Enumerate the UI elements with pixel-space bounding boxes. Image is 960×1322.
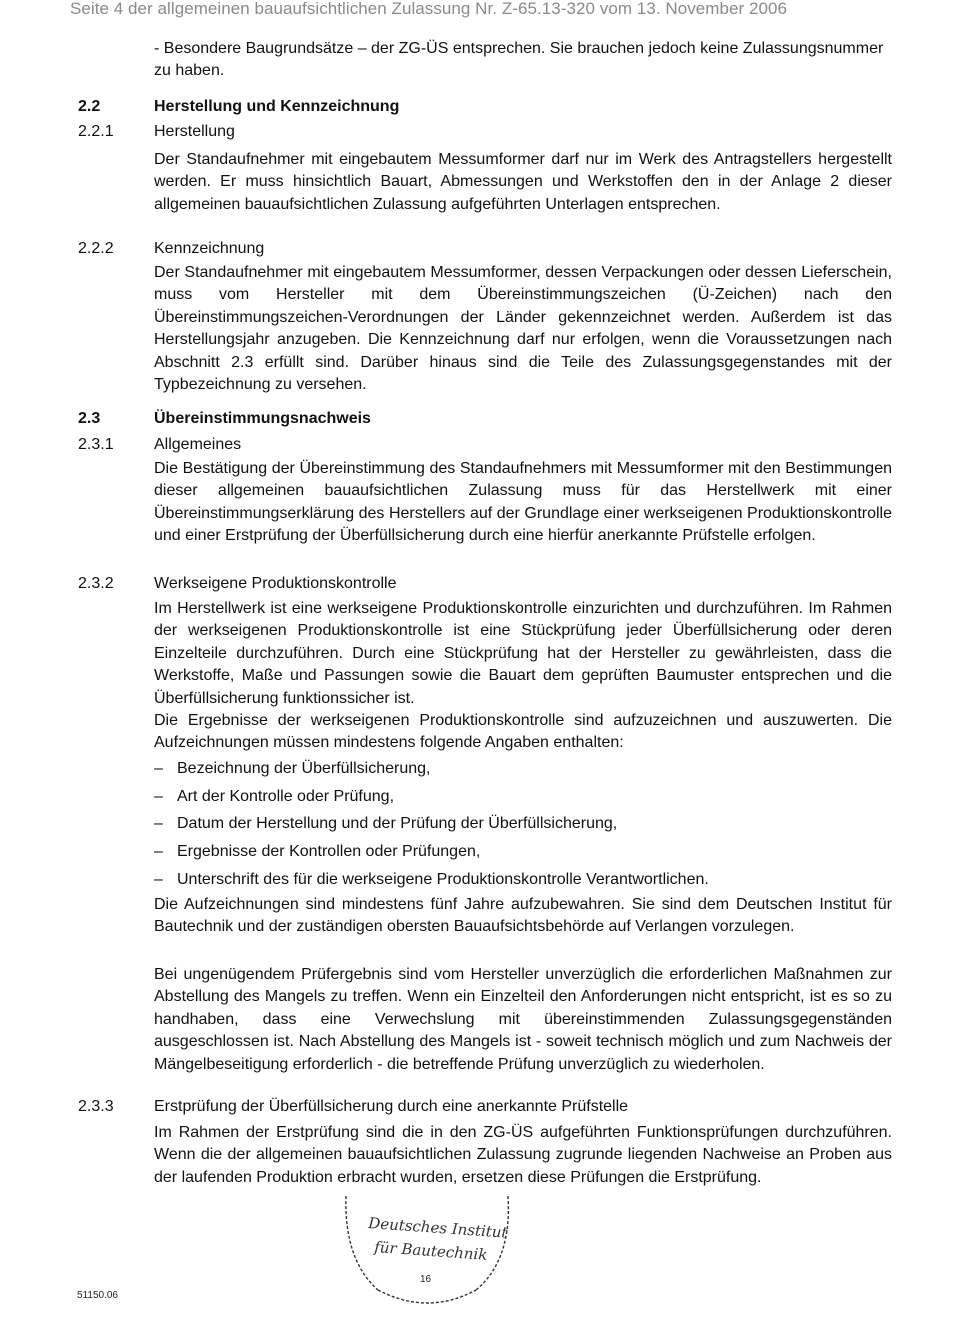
section-2-3-3-title: Erstprüfung der Überfüllsicherung durch eine anerkannte Prüfstelle	[154, 1098, 629, 1115]
section-2-3-2-paragraph-4: Bei ungenügendem Prüfergebnis sind vom Hersteller unverzüglich die erforderlichen Maßnahmen zur Abstellung des Mangels zu treffen. Wenn ein Einzelteil den Anforderungen nicht entspricht, ist es so zu handhaben, dass eine Verwechslung mit übereinstimmenden Zulassungsgegenständen ausgeschlossen ist. Nach Abstellung des Mangels ist - soweit technisch möglich und zum Nachweis der Mängelbeseitigung erforderlich - die betreffende Prüfung unverzüglich zu wiederholen.	[154, 966, 892, 1073]
list-item: – Datum der Herstellung und der Prüfung der Überfüllsicherung,	[154, 815, 618, 832]
section-2-2-1-text: Der Standaufnehmer mit eingebautem Messumformer darf nur im Werk des Antragstellers hergestellt werden. Er muss hinsichtlich Bauart, Abmessungen und Werkstoffen den in der Anlage 2 dieser allgemeinen bauaufsichtlichen Zulassung aufgeführten Unterlagen entsprechen.	[154, 151, 892, 213]
dash-icon: –	[154, 871, 163, 888]
stamp-text-line-2: für Bautechnik	[373, 1238, 488, 1264]
stamp-text-line-1: Deutsches Institut	[367, 1214, 509, 1242]
list-item: – Ergebnisse der Kontrollen oder Prüfungen,	[154, 843, 481, 860]
dash-icon: –	[154, 788, 163, 805]
section-2-3-1-title: Allgemeines	[154, 436, 242, 453]
section-2-3-2-paragraph-1: Im Herstellwerk ist eine werkseigene Produktionskontrolle einzurichten und durchzuführen. Im Rahmen der werkseigenen Produktionskontrolle ist eine Stückprüfung jeder Überfüllsicherung oder deren Einzelteile durchzuführen. Durch eine Stückprüfung hat der Hersteller zu gewährleisten, dass die Werkstoffe, Maße und Passungen sowie die Bauart dem geprüften Baumuster entsprechen und die Überfüllsicherung funktionssicher ist.	[154, 600, 892, 707]
section-2-2-1-title: Herstellung	[154, 123, 235, 140]
intro-paragraph: - Besondere Baugrundsätze – der ZG-ÜS entsprechen. Sie brauchen jedoch keine Zulassungsnummer zu haben.	[154, 40, 884, 80]
section-2-3-3-text: Im Rahmen der Erstprüfung sind die in den ZG-ÜS aufgeführten Funktionsprüfungen durchzuführen. Wenn die der allgemeinen bauaufsichtlichen Zulassung zugrunde liegenden Nachweise an Proben aus der laufenden Produktion erbracht wurden, ersetzen diese Prüfungen die Erstprüfung.	[154, 1124, 892, 1186]
page-footer: 51150.06	[77, 1290, 118, 1301]
stamp-border-bottom	[378, 1290, 476, 1303]
section-2-2-number: 2.2	[78, 98, 101, 115]
page-header: Seite 4 der allgemeinen bauaufsichtlichen Zulassung Nr. Z-65.13-320 vom 13. November 2006	[70, 0, 787, 18]
section-2-3-2-paragraph-2: Die Ergebnisse der werkseigenen Produktionskontrolle sind aufzuzeichnen und auszuwerten. Die Aufzeichnungen müssen mindestens folgende Angaben enthalten:	[154, 712, 892, 752]
official-stamp	[338, 1190, 516, 1308]
dash-icon: –	[154, 815, 163, 832]
dash-icon: –	[154, 843, 163, 860]
section-2-3-3-number: 2.3.3	[78, 1098, 114, 1115]
section-2-3-1-number: 2.3.1	[78, 436, 114, 453]
section-2-2-1-number: 2.2.1	[78, 123, 114, 140]
section-2-2-2-text: Der Standaufnehmer mit eingebautem Messumformer, dessen Verpackungen oder dessen Lieferschein, muss vom Hersteller mit dem Übereinstimmungszeichen (Ü-Zeichen) nach den Übereinstimmungszeichen-Verordnungen der Länder gekennzeichnet werden. Außerdem ist das Herstellungsjahr anzugeben. Die Kennzeichnung darf nur erfolgen, wenn die Voraussetzungen nach Abschnitt 2.3 erfüllt sind. Darüber hinaus sind die Teile des Zulassungsgegenstandes mit der Typbezeichnung zu versehen.	[154, 264, 892, 394]
section-2-2-title: Herstellung und Kennzeichnung	[154, 98, 400, 115]
list-item: – Bezeichnung der Überfüllsicherung,	[154, 760, 431, 777]
section-2-3-2-number: 2.3.2	[78, 575, 114, 592]
dash-icon: –	[154, 760, 163, 777]
section-2-3-title: Übereinstimmungsnachweis	[154, 410, 371, 427]
section-2-3-2-paragraph-3: Die Aufzeichnungen sind mindestens fünf Jahre aufzubewahren. Sie sind dem Deutschen Institut für Bautechnik und der zuständigen obersten Bauaufsichtsbehörde auf Verlangen vorzulegen.	[154, 896, 892, 936]
section-2-3-1-text: Die Bestätigung der Übereinstimmung des Standaufnehmers mit Messumformer mit den Bestimmungen dieser allgemeinen bauaufsichtlichen Zulassung muss für das Herstellwerk mit einer Übereinstimmungserklärung des Herstellers auf der Grundlage einer werkseigenen Produktionskontrolle und einer Erstprüfung der Überfüllsicherung durch eine hierfür anerkannte Prüfstelle erfolgen.	[154, 460, 892, 545]
stamp-border-left	[346, 1196, 378, 1290]
section-2-3-2-title: Werkseigene Produktionskontrolle	[154, 575, 397, 592]
section-2-2-2-number: 2.2.2	[78, 240, 114, 257]
list-item: – Unterschrift des für die werkseigene Produktionskontrolle Verantwortlichen.	[154, 871, 709, 888]
stamp-number: 16	[420, 1274, 432, 1285]
stamp-border-right	[476, 1196, 508, 1290]
section-2-2-2-title: Kennzeichnung	[154, 240, 265, 257]
section-2-3-number: 2.3	[78, 410, 101, 427]
list-item: – Art der Kontrolle oder Prüfung,	[154, 788, 395, 805]
